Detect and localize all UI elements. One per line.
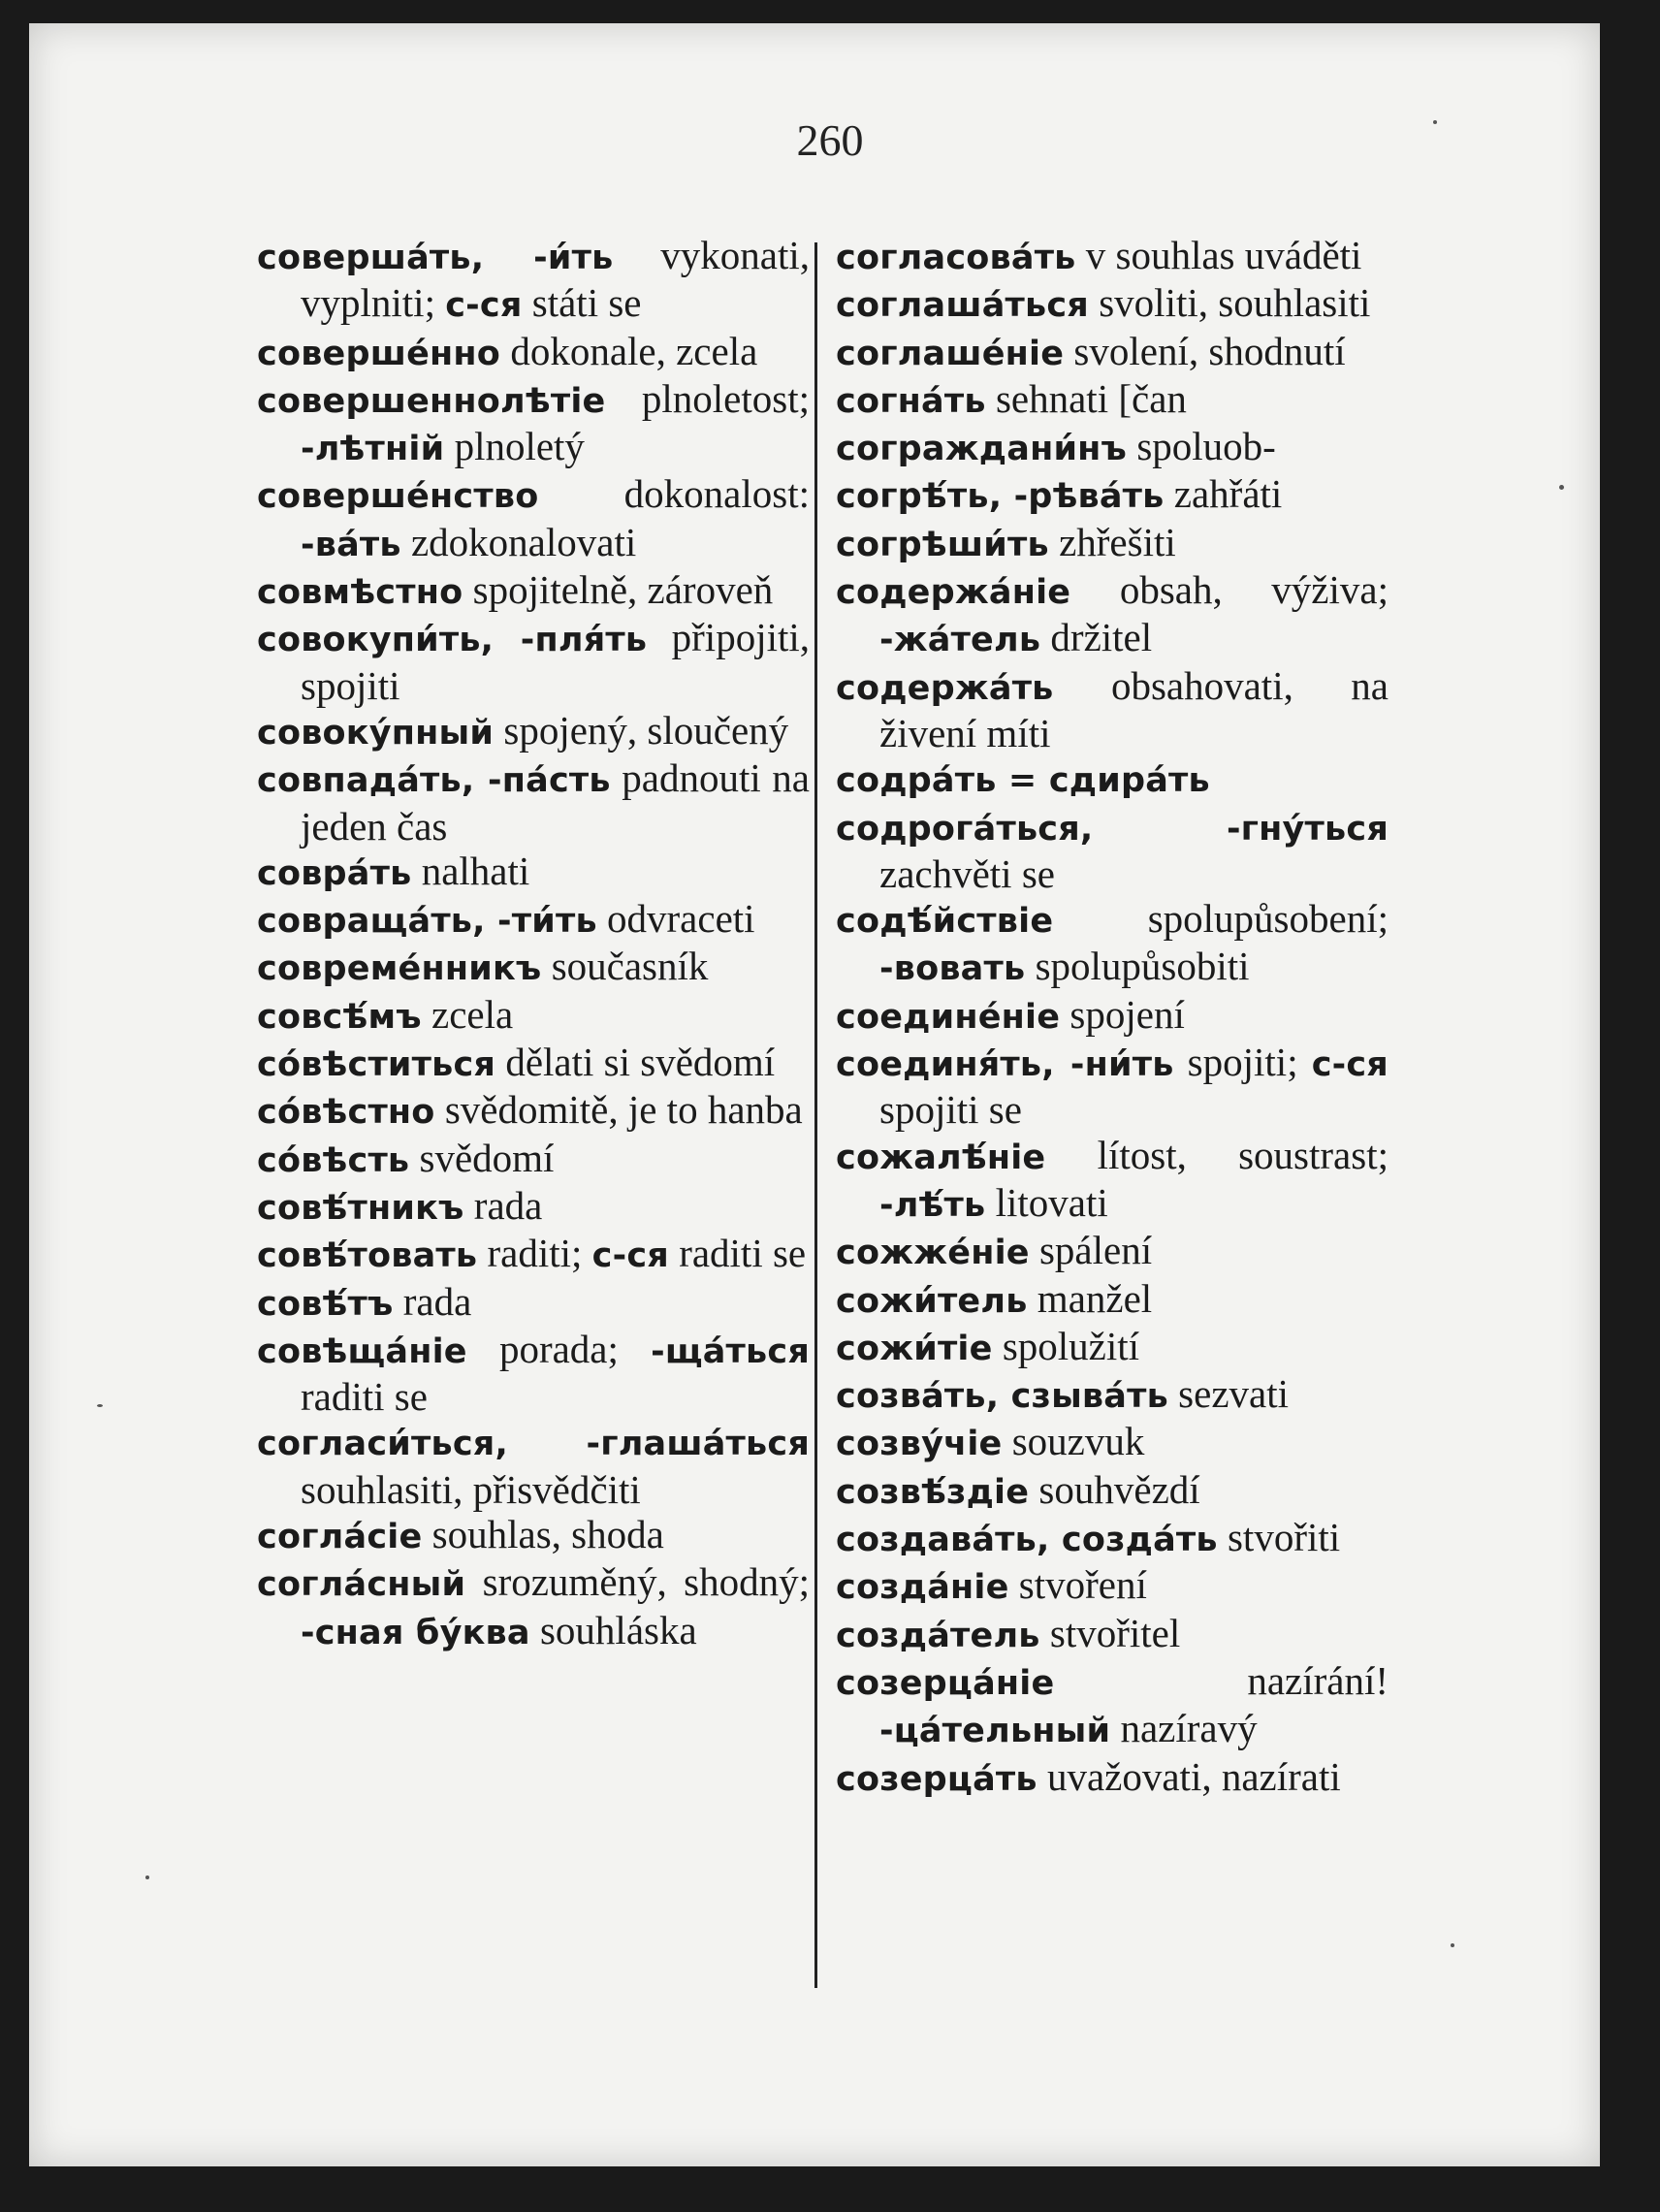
headword: совершéнство <box>257 477 539 517</box>
translation: spolupůsobení; <box>1053 896 1389 942</box>
translation: souzvuk <box>1002 1419 1145 1464</box>
dictionary-entry <box>257 471 810 567</box>
column-divider <box>814 242 817 1988</box>
speck <box>145 1875 149 1879</box>
left-column <box>257 233 810 1655</box>
sub-translation: raditi se <box>301 1374 428 1420</box>
headword: соединéніе <box>836 997 1061 1037</box>
sub-translation: zdokonalovati <box>400 519 637 564</box>
headword: сограждани́нъ <box>836 430 1128 469</box>
headword: сожалѣ́ніе <box>836 1138 1046 1177</box>
translation: rada <box>393 1278 472 1324</box>
translation: spojiti; <box>1173 1040 1312 1085</box>
sub-headword: с-ся <box>1311 1045 1389 1085</box>
dictionary-entry <box>257 944 810 991</box>
translation: nalhati <box>411 848 530 893</box>
dictionary-entry <box>257 615 810 708</box>
sub-headword: с-ся <box>591 1236 669 1276</box>
headword: сóвѣститься <box>257 1045 496 1085</box>
translation: odvraceti <box>596 896 755 942</box>
translation: spojený, sloučený <box>494 707 789 753</box>
sub-headword: -щáться <box>651 1331 810 1371</box>
dictionary-entry <box>836 1371 1389 1419</box>
headword: содержáть <box>836 668 1054 708</box>
translation: dokonale, zcela <box>500 328 758 373</box>
dictionary-entry <box>257 992 810 1040</box>
dictionary-entry <box>836 1658 1389 1754</box>
headword: создавáть, создáть <box>836 1521 1218 1560</box>
translation: vykonati, vyplniti; <box>301 233 810 326</box>
dictionary-entry <box>836 992 1389 1040</box>
dictionary-entry <box>257 1419 810 1512</box>
sub-translation: držitel <box>1040 615 1153 660</box>
dictionary-entry <box>257 1231 810 1278</box>
translation: spálení <box>1029 1228 1153 1273</box>
translation: obsahovati, na živení míti <box>879 662 1389 755</box>
headword: совсѣ́мъ <box>257 997 422 1037</box>
headword: совокýпный <box>257 713 495 753</box>
dictionary-entry <box>836 1562 1389 1610</box>
headword: совмѣстно <box>257 573 463 613</box>
dictionary-entry <box>836 755 1389 803</box>
dictionary-entry <box>836 280 1389 328</box>
translation: dokonalost: <box>538 471 810 517</box>
sub-headword: -лѣ́ть <box>879 1185 986 1225</box>
sub-headword: -сная бýква <box>301 1613 530 1652</box>
translation: nazírání! <box>1054 1657 1389 1703</box>
sub-headword: -вовать <box>879 949 1026 989</box>
dictionary-entry <box>257 233 810 329</box>
headword: содержáніе <box>836 573 1071 613</box>
translation: svědomí <box>409 1135 555 1180</box>
dictionary-entry <box>257 1279 810 1327</box>
dictionary-entry <box>836 1133 1389 1229</box>
headword: соглашáться <box>836 286 1089 326</box>
translation: souhvězdí <box>1029 1466 1200 1512</box>
sub-translation: souhláska <box>529 1607 697 1652</box>
headword: соглáсный <box>257 1565 466 1605</box>
dictionary-entry <box>836 1515 1389 1562</box>
sub-headword: с-ся <box>445 286 523 326</box>
translation: stvoření <box>1008 1562 1147 1608</box>
speck <box>97 1404 103 1407</box>
sub-translation: litovati <box>985 1179 1108 1225</box>
translation: raditi; <box>477 1231 592 1276</box>
headword: содрогáться, -гнýться <box>836 809 1389 849</box>
translation: zachvěti se <box>879 850 1055 896</box>
dictionary-entry <box>836 376 1389 424</box>
translation: sezvati <box>1167 1371 1290 1417</box>
headword: совѣ́тъ <box>257 1284 394 1324</box>
dictionary-entry <box>836 804 1389 897</box>
dictionary-entry <box>257 849 810 896</box>
sub-headword: -лѣтній <box>301 430 445 469</box>
translation: souhlas, shoda <box>422 1512 664 1557</box>
translation: svoliti, souhlasiti <box>1088 280 1371 326</box>
sub-translation: spolupůsobiti <box>1025 944 1250 989</box>
dictionary-entry <box>257 1087 810 1135</box>
translation: plnoletost; <box>605 375 810 421</box>
translation: sehnati [čan <box>985 375 1187 421</box>
headword: сóвѣсть <box>257 1140 410 1180</box>
headword: созерцáніе <box>836 1663 1055 1703</box>
dictionary-entry <box>836 1324 1389 1371</box>
translation: připojiti, spojiti <box>301 615 811 708</box>
dictionary-entry <box>836 567 1389 663</box>
dictionary-entry <box>257 376 810 472</box>
sub-translation: spojiti se <box>879 1087 1022 1133</box>
speck <box>1559 485 1564 490</box>
headword: совершéнно <box>257 334 501 373</box>
dictionary-entry <box>257 755 810 849</box>
headword: согнáть <box>836 381 986 421</box>
headword: согрѣ́ть, -рѣвáть <box>836 477 1165 517</box>
translation: manžel <box>1027 1275 1153 1321</box>
headword: созвáть, сзывáть <box>836 1377 1168 1417</box>
translation: padnouti na jeden čas <box>301 755 810 849</box>
dictionary-entry <box>257 329 810 376</box>
dictionary-entry <box>836 663 1389 756</box>
headword: созерцáть <box>836 1759 1038 1799</box>
translation: obsah, výživa; <box>1070 567 1389 613</box>
dictionary-entry <box>836 520 1389 567</box>
translation: současník <box>541 944 709 989</box>
headword: сожжéніе <box>836 1234 1030 1273</box>
translation: zahřáti <box>1164 471 1283 517</box>
speck <box>1451 1943 1454 1947</box>
translation: spoluob- <box>1127 424 1276 469</box>
sub-translation: raditi se <box>668 1231 807 1276</box>
headword: совѣ́тникъ <box>257 1188 464 1228</box>
translation: stvořiti <box>1217 1515 1341 1560</box>
dictionary-entry <box>257 1040 810 1087</box>
headword: соединя́ть, -ни́ть <box>836 1045 1174 1085</box>
translation: stvořitel <box>1039 1610 1181 1655</box>
translation: zcela <box>421 991 514 1037</box>
headword: созвýчіе <box>836 1425 1003 1464</box>
translation: spojení <box>1060 991 1185 1037</box>
dictionary-entry <box>836 329 1389 376</box>
dictionary-entry <box>257 1512 810 1559</box>
dictionary-entry <box>257 896 810 944</box>
headword: создáніе <box>836 1568 1009 1608</box>
headword: совѣ́товать <box>257 1236 478 1276</box>
headword: содѣ́йствіе <box>836 902 1054 942</box>
dictionary-entry <box>836 1276 1389 1324</box>
headword: соглáсіе <box>257 1518 423 1557</box>
page-number: 260 <box>796 115 864 165</box>
headword: сóвѣстно <box>257 1093 435 1133</box>
translation: dělati si svědomí <box>495 1040 776 1085</box>
headword: совершáть, -и́ть <box>257 239 614 277</box>
sub-translation: plnoletý <box>444 424 585 469</box>
right-column <box>836 233 1389 1802</box>
translation: spolužití <box>992 1323 1140 1368</box>
translation: porada; <box>466 1326 652 1371</box>
dictionary-entry <box>257 1136 810 1183</box>
dictionary-entry <box>836 424 1389 471</box>
translation: spojitelně, zároveň <box>463 567 774 613</box>
dictionary-entry <box>836 1040 1389 1133</box>
headword: сожи́тіе <box>836 1329 993 1368</box>
translation: lítost, soustrast; <box>1045 1132 1389 1177</box>
headword: содрáть = сдирáть <box>836 761 1210 801</box>
dictionary-entry <box>836 896 1389 992</box>
translation: uvažovati, nazírati <box>1037 1753 1341 1799</box>
sub-headword: -вáть <box>301 525 401 564</box>
translation: v souhlas uváděti <box>1075 233 1362 277</box>
headword: созвѣ́здіе <box>836 1472 1030 1512</box>
dictionary-entry <box>836 233 1389 280</box>
sub-headword: -цáтельный <box>879 1712 1111 1751</box>
headword: совращáть, -ти́ть <box>257 902 597 942</box>
sub-headword: -жáтель <box>879 621 1041 660</box>
dictionary-entry <box>836 1467 1389 1515</box>
headword: совпадáть, -пáсть <box>257 761 611 801</box>
headword: совѣщáніе <box>257 1331 467 1371</box>
headword: согласовáть <box>836 239 1076 277</box>
translation: svolení, shodnutí <box>1064 328 1346 373</box>
translation: svědomitě, je to hanba <box>434 1087 803 1133</box>
headword: согрѣши́ть <box>836 525 1049 564</box>
sub-translation: nazíravý <box>1110 1706 1258 1751</box>
translation: rada <box>463 1182 543 1228</box>
sub-translation: státi se <box>522 280 642 326</box>
headword: совремéнникъ <box>257 949 542 989</box>
translation: zhřešiti <box>1048 519 1176 564</box>
headword: соглашéніе <box>836 334 1065 373</box>
dictionary-entry <box>257 1327 810 1420</box>
dictionary-entry <box>836 1611 1389 1658</box>
headword: совокупи́ть, -пля́ть <box>257 621 648 660</box>
headword: соврáть <box>257 853 412 893</box>
dictionary-entry <box>257 1559 810 1655</box>
translation: souhlasiti, přisvědčiti <box>301 1466 641 1512</box>
dictionary-entry <box>257 708 810 755</box>
dictionary-entry <box>257 1183 810 1231</box>
headword: создáтель <box>836 1616 1040 1655</box>
dictionary-entry <box>836 1754 1389 1802</box>
dictionary-entry <box>257 567 810 615</box>
translation: srozuměný, shodný; <box>465 1559 810 1605</box>
headword: согласи́ться, -глашáться <box>257 1425 810 1464</box>
dictionary-entry <box>836 1419 1389 1466</box>
headword: сожи́тель <box>836 1281 1028 1321</box>
dictionary-entry <box>836 471 1389 519</box>
headword: совершеннолѣтіе <box>257 381 606 421</box>
dictionary-entry <box>836 1228 1389 1275</box>
